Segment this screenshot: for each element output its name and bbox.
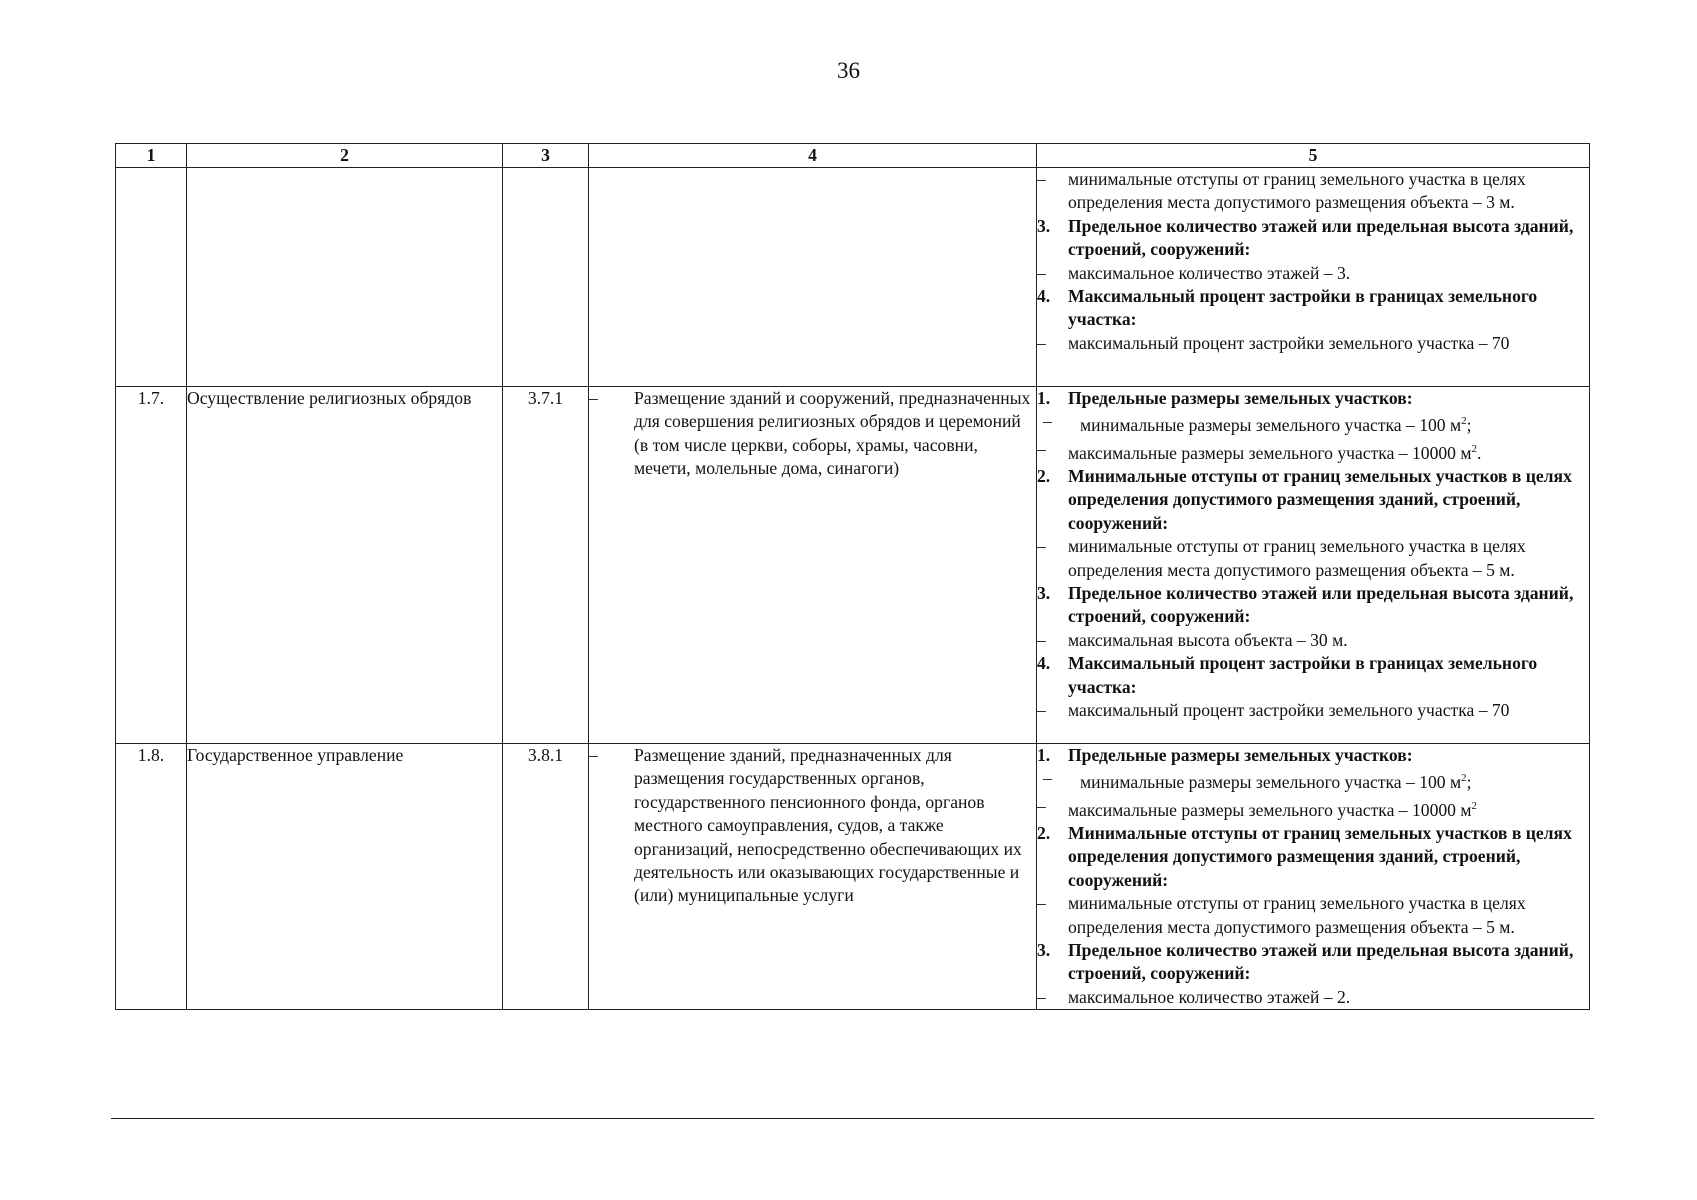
heading-number: 1. xyxy=(1037,745,1051,765)
use-type-name: Осуществление религиозных обрядов xyxy=(187,387,503,744)
param-text: минимальные отступы от границ земельного участка в целях определения места допустимого размещения объекта – 3 м. xyxy=(1068,169,1526,213)
description-text: Размещение зданий и сооружений, предназначенных для совершения религиозных обрядов и церемоний (в том числе церкви, соборы, храмы, часовни, мечети, молельные дома, синагоги) xyxy=(634,388,1031,479)
cell-empty xyxy=(589,168,1037,387)
param-heading xyxy=(1037,744,1589,767)
footer-rule xyxy=(111,1118,1594,1119)
dash-marker: – xyxy=(1037,536,1046,557)
param-item xyxy=(1037,535,1589,582)
unit-superscript: 2 xyxy=(1461,415,1467,428)
unit-superscript: 2 xyxy=(1471,799,1477,812)
heading-number: 3. xyxy=(1037,582,1051,603)
description-cell xyxy=(589,744,1037,1010)
header-col-1: 1 xyxy=(116,144,187,168)
param-item xyxy=(1037,767,1589,794)
dash-marker: – xyxy=(1037,262,1046,283)
dash-marker: – xyxy=(1037,332,1046,353)
param-item xyxy=(1037,410,1589,437)
dash-marker: – xyxy=(1037,986,1046,1007)
dash-marker: – xyxy=(1037,700,1046,720)
param-text: минимальные размеры земельного участка – 100 м xyxy=(1080,772,1462,793)
param-item xyxy=(1037,986,1589,1009)
param-text: максимальный процент застройки земельного участка – 70 xyxy=(1068,700,1510,720)
param-item xyxy=(1037,892,1589,939)
description-item xyxy=(589,387,1036,481)
dash-marker: – xyxy=(1037,629,1046,650)
param-text: максимальный процент застройки земельного участка – 70 xyxy=(1068,332,1510,353)
description-cell xyxy=(589,387,1037,744)
dash-marker: – xyxy=(589,745,598,765)
heading-text: Предельные размеры земельных участков: xyxy=(1068,745,1413,765)
heading-number: 3. xyxy=(1037,939,1051,960)
cell-empty xyxy=(116,168,187,387)
heading-text: Предельное количество этажей или предельная высота зданий, строений, сооружений: xyxy=(1068,939,1574,984)
table-header-row xyxy=(116,144,1590,168)
use-type-code: 3.8.1 xyxy=(503,744,589,1010)
table-row-continuation xyxy=(116,168,1590,387)
header-col-3: 3 xyxy=(503,144,589,168)
heading-text: Предельные размеры земельных участков: xyxy=(1068,388,1413,408)
heading-text: Минимальные отступы от границ земельных участков в целях определения допустимого размещения зданий, строений, сооружений: xyxy=(1068,822,1572,890)
param-item xyxy=(1037,699,1589,722)
heading-text: Предельное количество этажей или предельная высота зданий, строений, сооружений: xyxy=(1068,582,1574,627)
params-cell xyxy=(1037,744,1590,1010)
header-col-2: 2 xyxy=(187,144,503,168)
heading-number: 1. xyxy=(1037,388,1051,408)
param-heading xyxy=(1037,582,1589,629)
dash-marker: – xyxy=(589,388,598,408)
dash-marker: – xyxy=(1037,893,1046,914)
param-punctuation: . xyxy=(1477,442,1482,463)
dash-marker: – xyxy=(1043,411,1052,432)
heading-number: 2. xyxy=(1037,465,1051,486)
unit-superscript: 2 xyxy=(1461,772,1467,785)
param-text: максимальная высота объекта – 30 м. xyxy=(1068,629,1348,650)
param-heading xyxy=(1037,652,1589,699)
param-item xyxy=(1037,332,1589,355)
param-heading xyxy=(1037,215,1589,262)
dash-marker: – xyxy=(1037,795,1046,816)
param-text: минимальные размеры земельного участка – 100 м xyxy=(1080,415,1462,436)
param-punctuation: ; xyxy=(1466,415,1472,436)
param-text: максимальные размеры земельного участка – 10000 м xyxy=(1068,799,1472,820)
heading-text: Максимальный процент застройки в границах земельного участка: xyxy=(1068,286,1538,330)
heading-number: 2. xyxy=(1037,822,1051,843)
use-type-code: 3.7.1 xyxy=(503,387,589,744)
zoning-table xyxy=(115,143,1590,1010)
heading-number: 4. xyxy=(1037,653,1051,674)
param-item xyxy=(1037,262,1589,285)
param-item xyxy=(1037,438,1589,465)
page-number: 36 xyxy=(837,58,860,83)
param-heading xyxy=(1037,285,1589,332)
params-cell xyxy=(1037,168,1590,387)
heading-number: 4. xyxy=(1037,286,1051,307)
table-row xyxy=(116,387,1590,744)
dash-marker: – xyxy=(1043,768,1052,789)
param-punctuation: ; xyxy=(1466,772,1472,793)
param-heading xyxy=(1037,939,1589,986)
table-row xyxy=(116,744,1590,1010)
heading-text: Максимальный процент застройки в границах земельного участка: xyxy=(1068,653,1538,697)
dash-marker: – xyxy=(1037,438,1046,459)
description-item xyxy=(589,744,1036,908)
heading-text: Минимальные отступы от границ земельных участков в целях определения допустимого размещения зданий, строений, сооружений: xyxy=(1068,465,1572,533)
param-text: максимальные размеры земельного участка – 10000 м xyxy=(1068,442,1472,463)
unit-superscript: 2 xyxy=(1471,442,1477,455)
cell-empty xyxy=(187,168,503,387)
param-item xyxy=(1037,795,1589,822)
param-text: максимальное количество этажей – 3. xyxy=(1068,262,1351,283)
param-text: минимальные отступы от границ земельного участка в целях определения места допустимого размещения объекта – 5 м. xyxy=(1068,536,1526,580)
header-col-5: 5 xyxy=(1037,144,1590,168)
heading-number: 3. xyxy=(1037,215,1051,236)
param-item xyxy=(1037,168,1589,215)
param-heading xyxy=(1037,387,1589,410)
heading-text: Предельное количество этажей или предельная высота зданий, строений, сооружений: xyxy=(1068,215,1574,260)
param-item xyxy=(1037,629,1589,652)
row-number: 1.8. xyxy=(116,744,187,1010)
param-heading xyxy=(1037,465,1589,535)
param-text: максимальное количество этажей – 2. xyxy=(1068,986,1351,1007)
cell-empty xyxy=(503,168,589,387)
params-cell xyxy=(1037,387,1590,744)
row-number: 1.7. xyxy=(116,387,187,744)
dash-marker: – xyxy=(1037,169,1046,189)
header-col-4: 4 xyxy=(589,144,1037,168)
param-text: минимальные отступы от границ земельного участка в целях определения места допустимого размещения объекта – 5 м. xyxy=(1068,893,1526,937)
use-type-name: Государственное управление xyxy=(187,744,503,1010)
param-heading xyxy=(1037,822,1589,892)
description-text: Размещение зданий, предназначенных для размещения государственных органов, государственного пенсионного фонда, органов местного самоуправления, судов, а также организаций, непосредственно обеспечивающих их деятельность или оказывающих государственные и (или) муниципальные услуги xyxy=(634,745,1022,906)
